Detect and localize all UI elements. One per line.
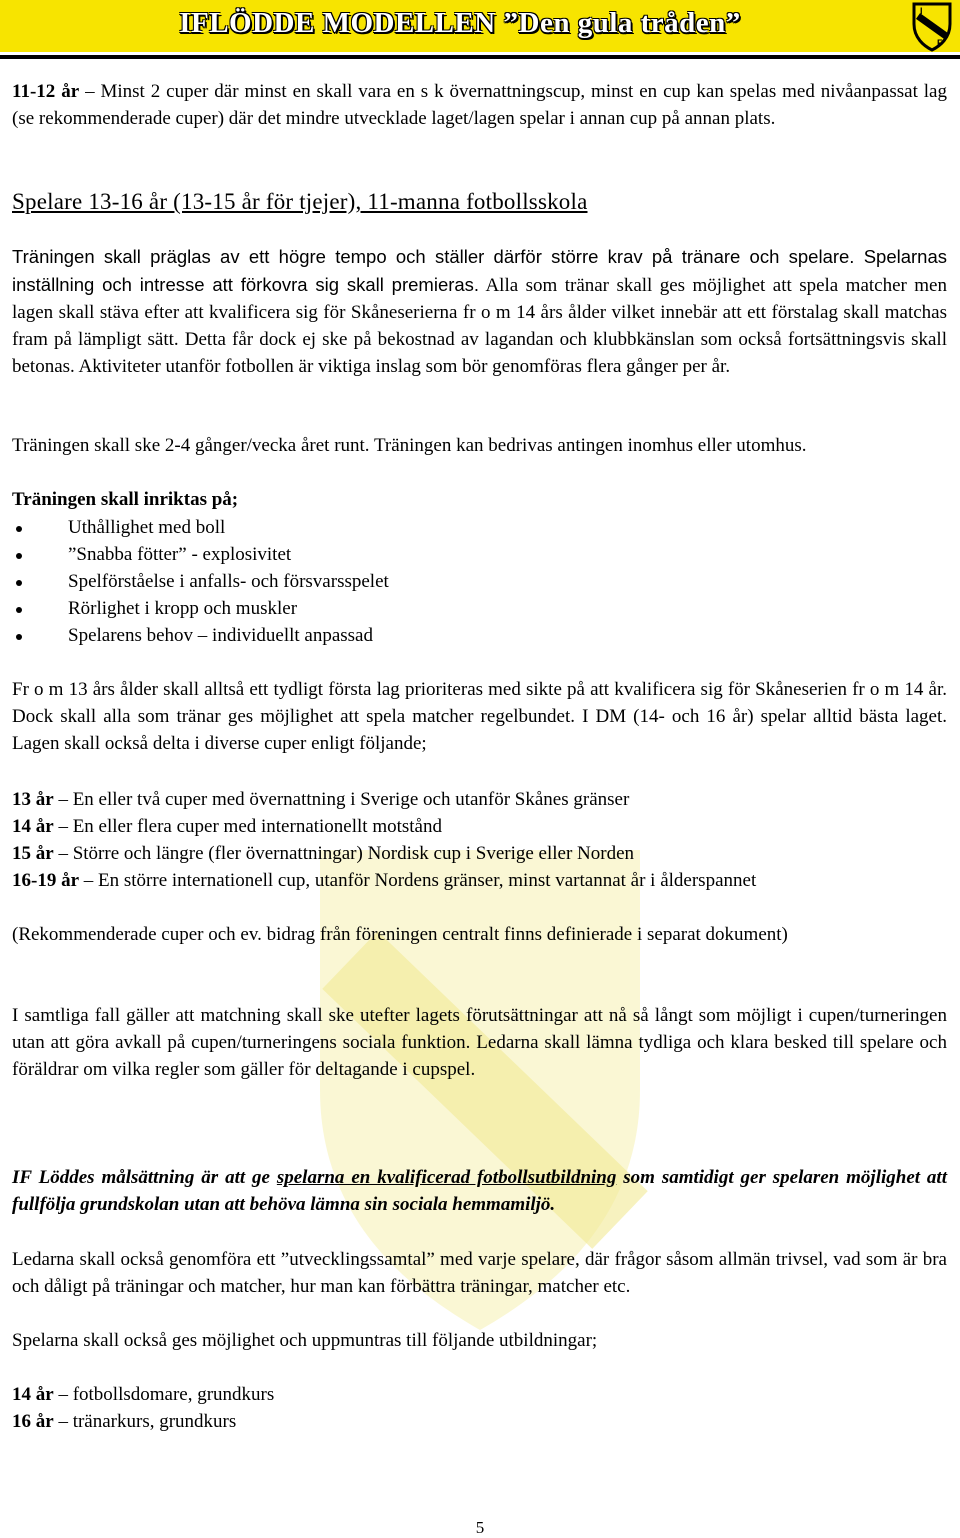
age-label: 11-12 år — [12, 81, 80, 102]
focus-list — [12, 514, 947, 649]
paragraph-first-team: Fr o m 13 års ålder skall alltså ett tydligt första lag prioriteras med sikte på att kvalificera sig för Skåneserien fr o m 14 år. Dock skall alla som tränar ges möjlighet att spela matcher regelbundet. I DM (14- och 16 år) spelar alltid bästa laget. Lagen skall också delta i diverse cuper enligt följande; — [12, 679, 947, 754]
paragraph-development-talks: Ledarna skall också genomföra ett ”utvecklingssamtal” med varje spelare, där frågor såsom allmän trivsel, vad som är bra och dåligt på träningar och matcher, hur man kan förbättra träningar, matcher etc. — [12, 1249, 947, 1297]
age-label: 14 år — [12, 816, 54, 837]
svg-text:I: I — [920, 6, 923, 16]
list-item: ”Snabba fötter” - explosivitet — [12, 541, 947, 568]
course-line — [12, 1408, 947, 1435]
cup-text: – Större och längre (fler övernattningar) Nordisk cup i Sverige eller Norden — [53, 843, 635, 864]
goal-text-post: som samtidigt ger spelaren möjlighet att fullfölja grundskolan utan att behöva lämna sin sociala hemmamiljö. — [12, 1167, 947, 1215]
course-text: – fotbollsdomare, grundkurs — [53, 1384, 275, 1405]
cup-line — [12, 786, 947, 813]
list-item: Spelförståelse i anfalls- och försvarsspelet — [12, 568, 947, 595]
age-label: 14 år — [12, 1384, 54, 1405]
paragraph-sans-text: Träningen skall präglas av ett högre tempo och ställer därför större krav på tränare och spelare. Spelarnas inställning och intresse att förkovra sig skall premieras. — [12, 246, 947, 295]
list-item: Rörlighet i kropp och muskler — [12, 595, 947, 622]
cup-text: – En eller två cuper med övernattning i Sverige och utanför Skånes gränser — [53, 789, 630, 810]
cup-line — [12, 867, 947, 894]
header-divider — [0, 55, 960, 59]
paragraph-training-frequency: Träningen skall ske 2-4 gånger/vecka året runt. Träningen kan bedrivas antingen inomhus eller utomhus. — [12, 435, 807, 456]
paragraph-recommended-cups: (Rekommenderade cuper och ev. bidrag från föreningen centralt finns definierade i separat dokument) — [12, 924, 788, 945]
club-logo-icon — [908, 2, 956, 52]
paragraph-11-12 — [12, 78, 947, 132]
goal-text-pre: IF Löddes målsättning är att ge — [12, 1167, 277, 1188]
paragraph-matching: I samtliga fall gäller att matchning skall ske utefter lagets förutsättningar att nå så långt som möjligt i cupen/turneringen utan att göra avkall på cupen/turneringens sociala funktion. Ledarna skall lämna tydliga och klara besked till spelare och föräldrar om vilka regler som gäller för deltagande i cupspel. — [12, 1005, 947, 1080]
course-line — [12, 1381, 947, 1408]
course-text: – tränarkurs, grundkurs — [53, 1411, 237, 1432]
section-heading: Spelare 13-16 år (13-15 år för tjejer), 11-manna fotbollsskola — [12, 189, 588, 214]
focus-heading: Träningen skall inriktas på; — [12, 489, 239, 510]
page-header — [0, 0, 960, 52]
svg-text:F: F — [937, 38, 943, 48]
cup-line — [12, 840, 947, 867]
paragraph-training-intro — [12, 243, 947, 380]
list-item: Uthållighet med boll — [12, 514, 947, 541]
club-goal-statement — [12, 1164, 947, 1218]
paragraph-courses-intro: Spelarna skall också ges möjlighet och uppmuntras till följande utbildningar; — [12, 1330, 598, 1351]
cup-line — [12, 813, 947, 840]
cup-text: – En större internationell cup, utanför Nordens gränser, minst vartannat år i ålderspannet — [79, 870, 757, 891]
age-label: 13 år — [12, 789, 54, 810]
age-label: 16 år — [12, 1411, 54, 1432]
page-number: 5 — [475, 1518, 485, 1537]
goal-text-underlined: spelarna en kvalificerad fotbollsutbildning — [276, 1167, 617, 1188]
age-label: 15 år — [12, 843, 54, 864]
paragraph-serif-text: Alla som tränar skall ges möjlighet att spela matcher men lagen skall stäva efter att kvalificera sig för Skåneserierna fr o m 14 års ålder vilket innebär att ett förstalag skall matchas fram på lämpligt sätt. Detta får dock ej ske på bekostnad av lagandan och klubbkänslan som också fortsättningsvis skall betonas. Aktiviteter utanför fotbollen är viktiga inslag som bör genomföras flera gånger per år. — [12, 275, 947, 377]
age-label: 16-19 år — [12, 870, 80, 891]
cup-text: – En eller flera cuper med internationellt motstånd — [53, 816, 442, 837]
header-title: IFLÖDDE MODELLEN ”Den gula tråden” — [179, 7, 741, 39]
list-item: Spelarens behov – individuellt anpassad — [12, 622, 947, 649]
paragraph-text: – Minst 2 cuper där minst en skall vara en s k övernattningscup, minst en cup kan spelas med nivåanpassat lag (se rekommenderade cuper) där det mindre utvecklade laget/lagen spelar i annan cup på annan plats. — [12, 81, 947, 129]
